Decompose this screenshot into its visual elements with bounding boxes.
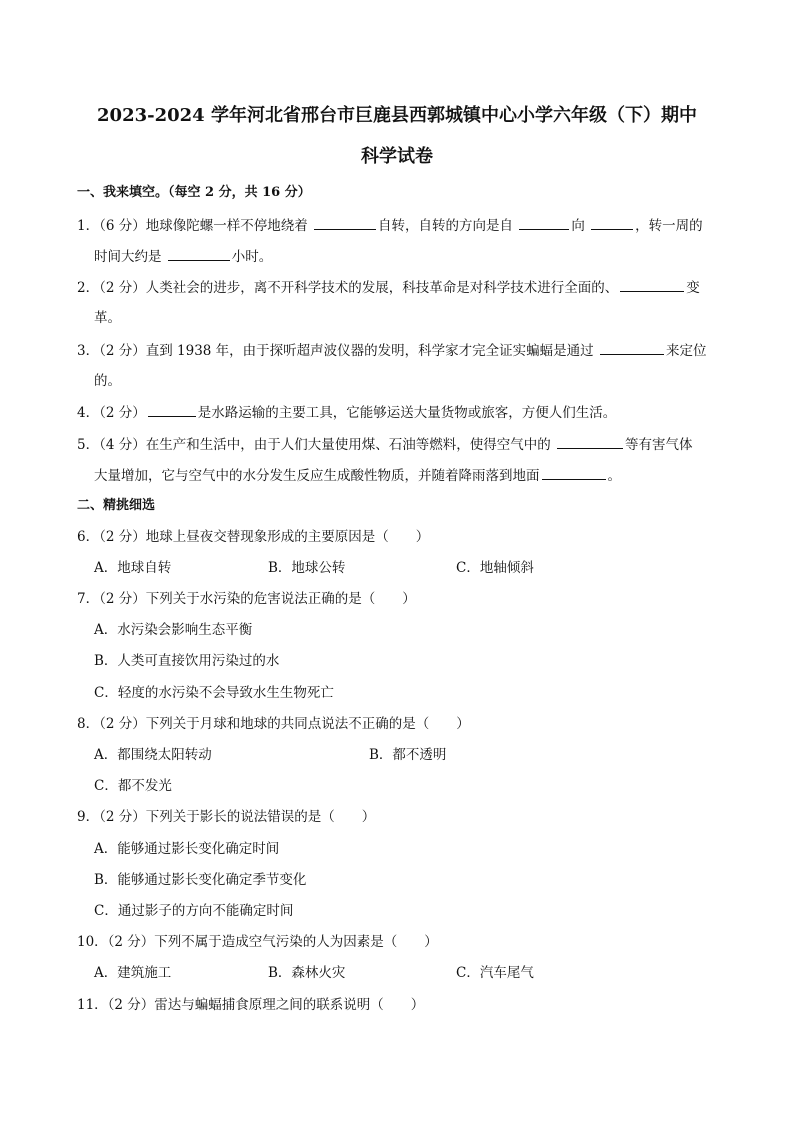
- exam-title-line1: 2023-2024 学年河北省邢台市巨鹿县西郭城镇中心小学六年级（下）期中: [97, 105, 697, 126]
- answer-blank[interactable]: [557, 434, 623, 449]
- answer-blank[interactable]: [620, 277, 684, 292]
- question-5-line1: 5．（4 分）在生产和生活中，由于人们大量使用煤、石油等燃料，使得空气中的 等有害气体: [77, 434, 719, 455]
- answer-blank[interactable]: [600, 340, 664, 355]
- question-6-option-a[interactable]: A．地球自转: [94, 560, 172, 576]
- question-10-stem: 10．（2 分）下列不属于造成空气污染的人为因素是（ ）: [77, 934, 438, 950]
- question-9-option-b[interactable]: B．能够通过影长变化确定季节变化: [94, 872, 307, 888]
- answer-blank[interactable]: [314, 215, 376, 230]
- exam-title-line2: 科学试卷: [361, 146, 433, 167]
- question-2-line2: 革。: [94, 310, 121, 326]
- question-3-line2: 的。: [94, 373, 121, 389]
- question-9-option-a[interactable]: A．能够通过影长变化确定时间: [94, 841, 280, 857]
- question-10-option-a[interactable]: A．建筑施工: [94, 965, 172, 981]
- question-10-option-c[interactable]: C．汽车尾气: [456, 965, 534, 981]
- question-1-line1: 1．（6 分）地球像陀螺一样不停地绕着 自转，自转的方向是自 向 ，转一周的: [77, 215, 719, 236]
- question-11-stem: 11．（2 分）雷达与蝙蝠捕食原理之间的联系说明（ ）: [77, 997, 425, 1013]
- question-3-line1: 3．（2 分）直到 1938 年，由于探听超声波仪器的发明，科学家才完全证实蝙蝠是通过 来定位: [77, 340, 719, 361]
- question-6-option-b[interactable]: B．地球公转: [268, 560, 346, 576]
- question-8-stem: 8．（2 分）下列关于月球和地球的共同点说法不正确的是（ ）: [77, 716, 470, 732]
- question-8-option-c[interactable]: C．都不发光: [94, 778, 172, 794]
- answer-blank[interactable]: [168, 246, 230, 261]
- question-6-stem: 6．（2 分）地球上昼夜交替现象形成的主要原因是（ ）: [77, 529, 430, 545]
- answer-blank[interactable]: [542, 465, 606, 480]
- question-10-option-b[interactable]: B．森林火灾: [268, 965, 346, 981]
- question-4: 4．（2 分） 是水路运输的主要工具，它能够运送大量货物或旅客，方便人们生活。: [77, 402, 719, 423]
- answer-blank[interactable]: [591, 215, 633, 230]
- question-1-line2: 时间大约是 小时。: [94, 246, 736, 267]
- question-9-stem: 9．（2 分）下列关于影长的说法错误的是（ ）: [77, 809, 376, 825]
- section1-heading: 一、我来填空。（每空 2 分，共 16 分）: [77, 185, 311, 200]
- question-5-line2: 大量增加，它与空气中的水分发生反应生成酸性物质，并随着降雨落到地面 。: [94, 465, 736, 486]
- question-7-option-a[interactable]: A．水污染会影响生态平衡: [94, 622, 253, 638]
- answer-blank[interactable]: [148, 402, 196, 417]
- question-2-line1: 2．（2 分）人类社会的进步，离不开科学技术的发展，科技革命是对科学技术进行全面的、 变: [77, 277, 719, 298]
- question-7-option-c[interactable]: C．轻度的水污染不会导致水生生物死亡: [94, 685, 334, 701]
- question-9-option-c[interactable]: C．通过影子的方向不能确定时间: [94, 903, 294, 919]
- question-8-option-a[interactable]: A．都围绕太阳转动: [94, 747, 212, 763]
- section2-heading: 二、精挑细选: [77, 498, 156, 513]
- question-8-option-b[interactable]: B．都不透明: [369, 747, 447, 763]
- question-7-option-b[interactable]: B．人类可直接饮用污染过的水: [94, 653, 280, 669]
- question-6-option-c[interactable]: C．地轴倾斜: [456, 560, 534, 576]
- question-7-stem: 7．（2 分）下列关于水污染的危害说法正确的是（ ）: [77, 591, 416, 607]
- answer-blank[interactable]: [519, 215, 569, 230]
